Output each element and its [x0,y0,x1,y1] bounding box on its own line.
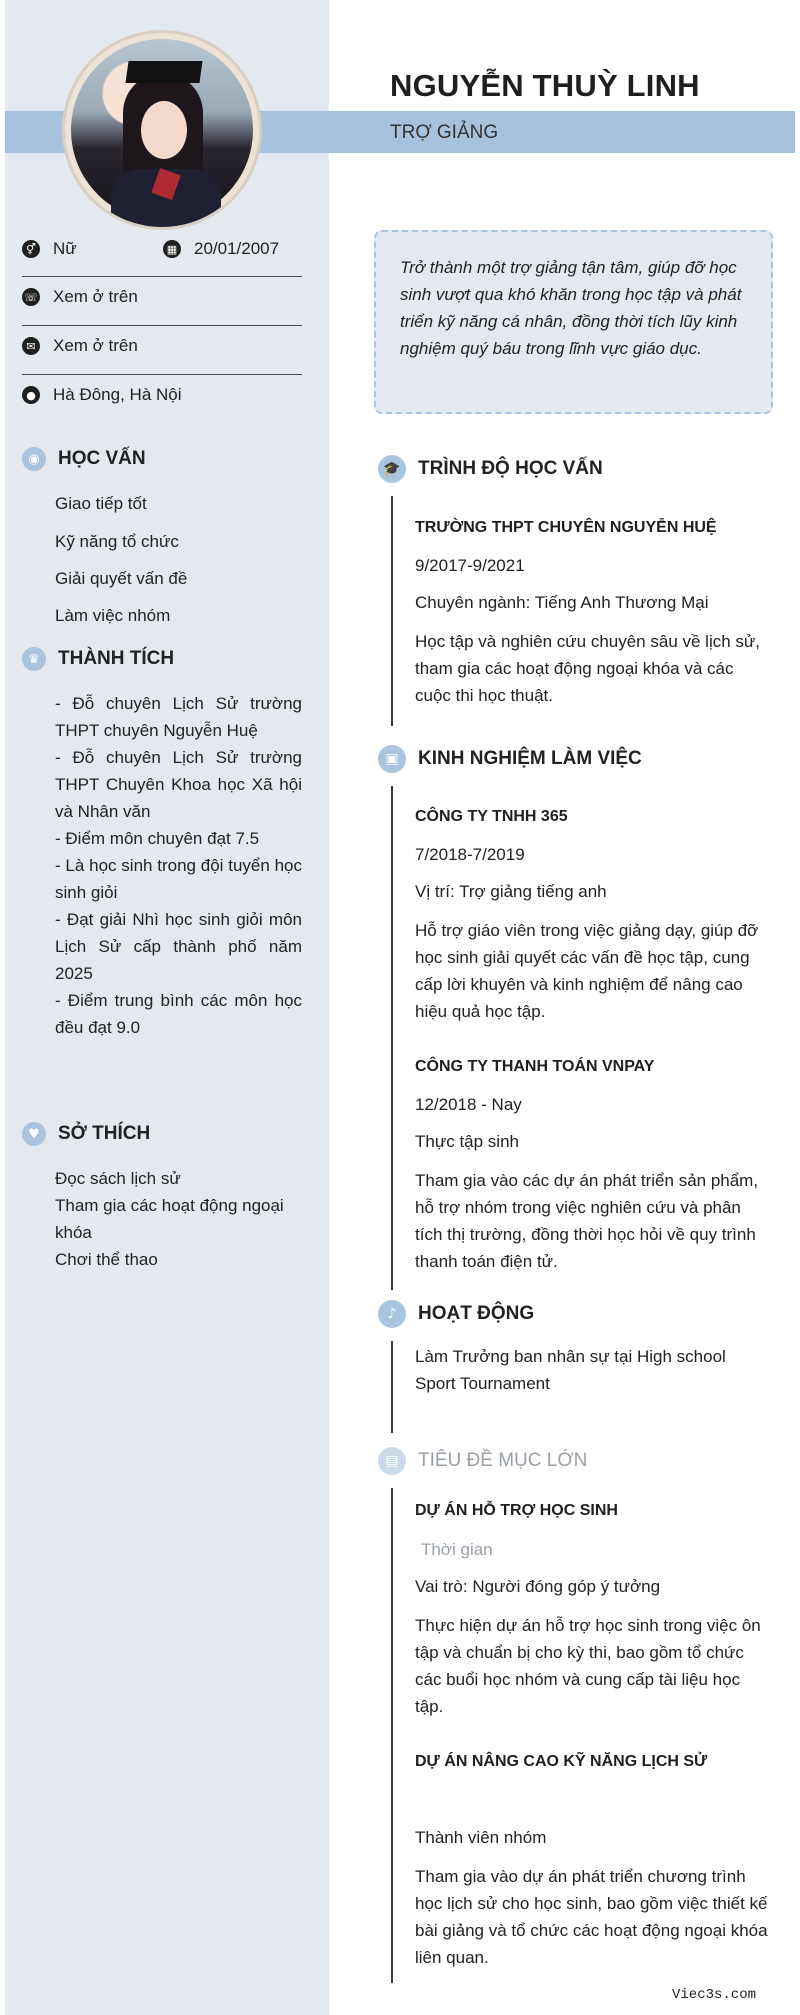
project-role: Vai trò: Người đóng góp ý tưởng [415,1577,661,1596]
graduation-cap-icon: 🎓 [378,455,406,483]
job-position: Thực tập sinh [415,1132,519,1151]
job-position: Vị trí: Trợ giảng tiếng anh [415,882,607,901]
skill-item: Giải quyết vấn đề [55,569,188,588]
briefcase-icon: ▣ [378,745,406,773]
dob-row [163,239,323,259]
skill-item: Giao tiếp tốt [55,494,147,513]
avatar [62,30,262,230]
skill-item: Kỹ năng tổ chức [55,532,179,551]
projects-heading-text: TIÊU ĐỀ MỤC LỚN [418,1450,588,1471]
company-name: CÔNG TY TNHH 365 [415,808,568,825]
gender-row [22,239,162,259]
project-name: DỰ ÁN HỖ TRỢ HỌC SINH [415,1502,618,1519]
experience-heading [378,745,642,773]
hobby-item: Tham gia các hoạt động ngoại khóa [55,1196,284,1242]
school-name: TRƯỜNG THPT CHUYÊN NGUYỄN HUỆ [415,519,717,536]
skill-item: Làm việc nhóm [55,606,171,625]
education-description: Học tập và nghiên cứu chuyên sâu về lịch sử, tham gia các hoạt động ngoại khóa và các cuộc thi học thuật. [415,632,761,705]
target-icon: ◉ [22,447,46,471]
hobby-item: Đọc sách lịch sử [55,1169,181,1188]
gender-icon: ⚥ [22,240,40,258]
activity-description: Làm Trưởng ban nhân sự tại High school Sport Tournament [415,1347,726,1393]
timeline-line [391,1488,393,1983]
dob-value: 20/01/2007 [194,239,280,258]
hobby-item: Chơi thể thao [55,1250,158,1269]
skills-heading-text: HỌC VẤN [58,448,146,469]
divider [22,325,302,326]
education-heading [378,455,603,483]
divider [22,276,302,277]
achievement-item: - Điểm trung bình các môn học đều đạt 9.0 [55,991,302,1037]
job-description: Hỗ trợ giáo viên trong việc giảng dạy, giúp đỡ học sinh giải quyết các vấn đề học tập, cung cấp lời khuyên và kinh nghiệm để nâng cao hiệu quả học tập. [415,921,759,1021]
job-period: 12/2018 - Nay [415,1095,522,1114]
achievements-heading [22,647,174,671]
project-name: DỰ ÁN NÂNG CAO KỸ NĂNG LỊCH SỬ [415,1753,708,1770]
education-period: 9/2017-9/2021 [415,556,525,575]
location-icon: ● [22,386,40,404]
activities-heading-text: HOẠT ĐỘNG [418,1303,535,1324]
address-value: Hà Đông, Hà Nội [53,385,182,404]
timeline-line [391,1341,393,1433]
project-description: Tham gia vào dự án phát triển chương trình học lịch sử cho học sinh, bao gồm việc thiết kế bài giảng và tổ chức các hoạt động ngoại khóa liên quan. [415,1867,768,1967]
email-value: Xem ở trên [53,336,138,355]
achievement-item: - Đạt giải Nhì học sinh giỏi môn Lịch Sử cấp thành phố năm 2025 [55,910,302,983]
trophy-icon: ♛ [22,647,46,671]
calendar-icon: ▦ [163,240,181,258]
job-period: 7/2018-7/2019 [415,845,525,864]
folder-icon: ▤ [378,1447,406,1475]
career-objective [374,230,773,414]
avatar-photo [71,39,253,221]
phone-icon: ☏ [22,288,40,306]
candidate-name: NGUYỄN THUỲ LINH [390,68,700,103]
watermark: Viec3s.com [672,1987,757,2003]
projects-heading [378,1447,587,1475]
email-row [22,336,302,356]
project-role: Thành viên nhóm [415,1828,547,1847]
experience-heading-text: KINH NGHIỆM LÀM VIỆC [418,748,642,769]
divider [22,374,302,375]
hobbies-heading [22,1122,150,1146]
skills-heading [22,447,146,471]
achievement-item: - Điểm môn chuyên đạt 7.5 [55,829,260,848]
company-name: CÔNG TY THANH TOÁN VNPAY [415,1058,655,1075]
education-major: Chuyên ngành: Tiếng Anh Thương Mại [415,593,709,612]
job-description: Tham gia vào các dự án phát triển sản phẩm, hỗ trợ nhóm trong việc nghiên cứu và phân tích thị trường, đồng thời học hỏi về quy trình thanh toán điện tử. [415,1171,759,1271]
hobbies-heading-text: SỞ THÍCH [58,1123,151,1144]
email-icon: ✉ [22,337,40,355]
project-description: Thực hiện dự án hỗ trợ học sinh trong việc ôn tập và chuẩn bị cho kỳ thi, bao gồm tổ chức các buổi học nhóm và cung cấp tài liệu học tập. [415,1616,761,1716]
phone-value: Xem ở trên [53,287,138,306]
objective-text: Trở thành một trợ giảng tận tâm, giúp đỡ học sinh vượt qua khó khăn trong học tập và phát triển kỹ năng cá nhân, đồng thời tích lũy kinh nghiệm quý báu trong lĩnh vực giáo dục. [400,258,742,358]
activities-heading [378,1300,534,1328]
achievement-item: - Đỗ chuyên Lịch Sử trường THPT Chuyên Khoa học Xã hội và Nhân văn [55,748,302,821]
achievements-heading-text: THÀNH TÍCH [58,648,175,669]
timeline-line [391,496,393,726]
heart-icon: ♥ [22,1122,46,1146]
project-time: Thời gian [421,1540,493,1559]
address-row [22,385,302,405]
achievement-item: - Là học sinh trong đội tuyển học sinh giỏi [55,856,302,902]
achievement-item: - Đỗ chuyên Lịch Sử trường THPT chuyên Nguyễn Huệ [55,694,302,740]
bell-icon: ♪ [378,1300,406,1328]
education-heading-text: TRÌNH ĐỘ HỌC VẤN [418,458,603,479]
candidate-role: TRỢ GIẢNG [390,122,499,143]
timeline-line [391,786,393,1290]
phone-row [22,287,302,307]
gender-value: Nữ [53,239,77,258]
